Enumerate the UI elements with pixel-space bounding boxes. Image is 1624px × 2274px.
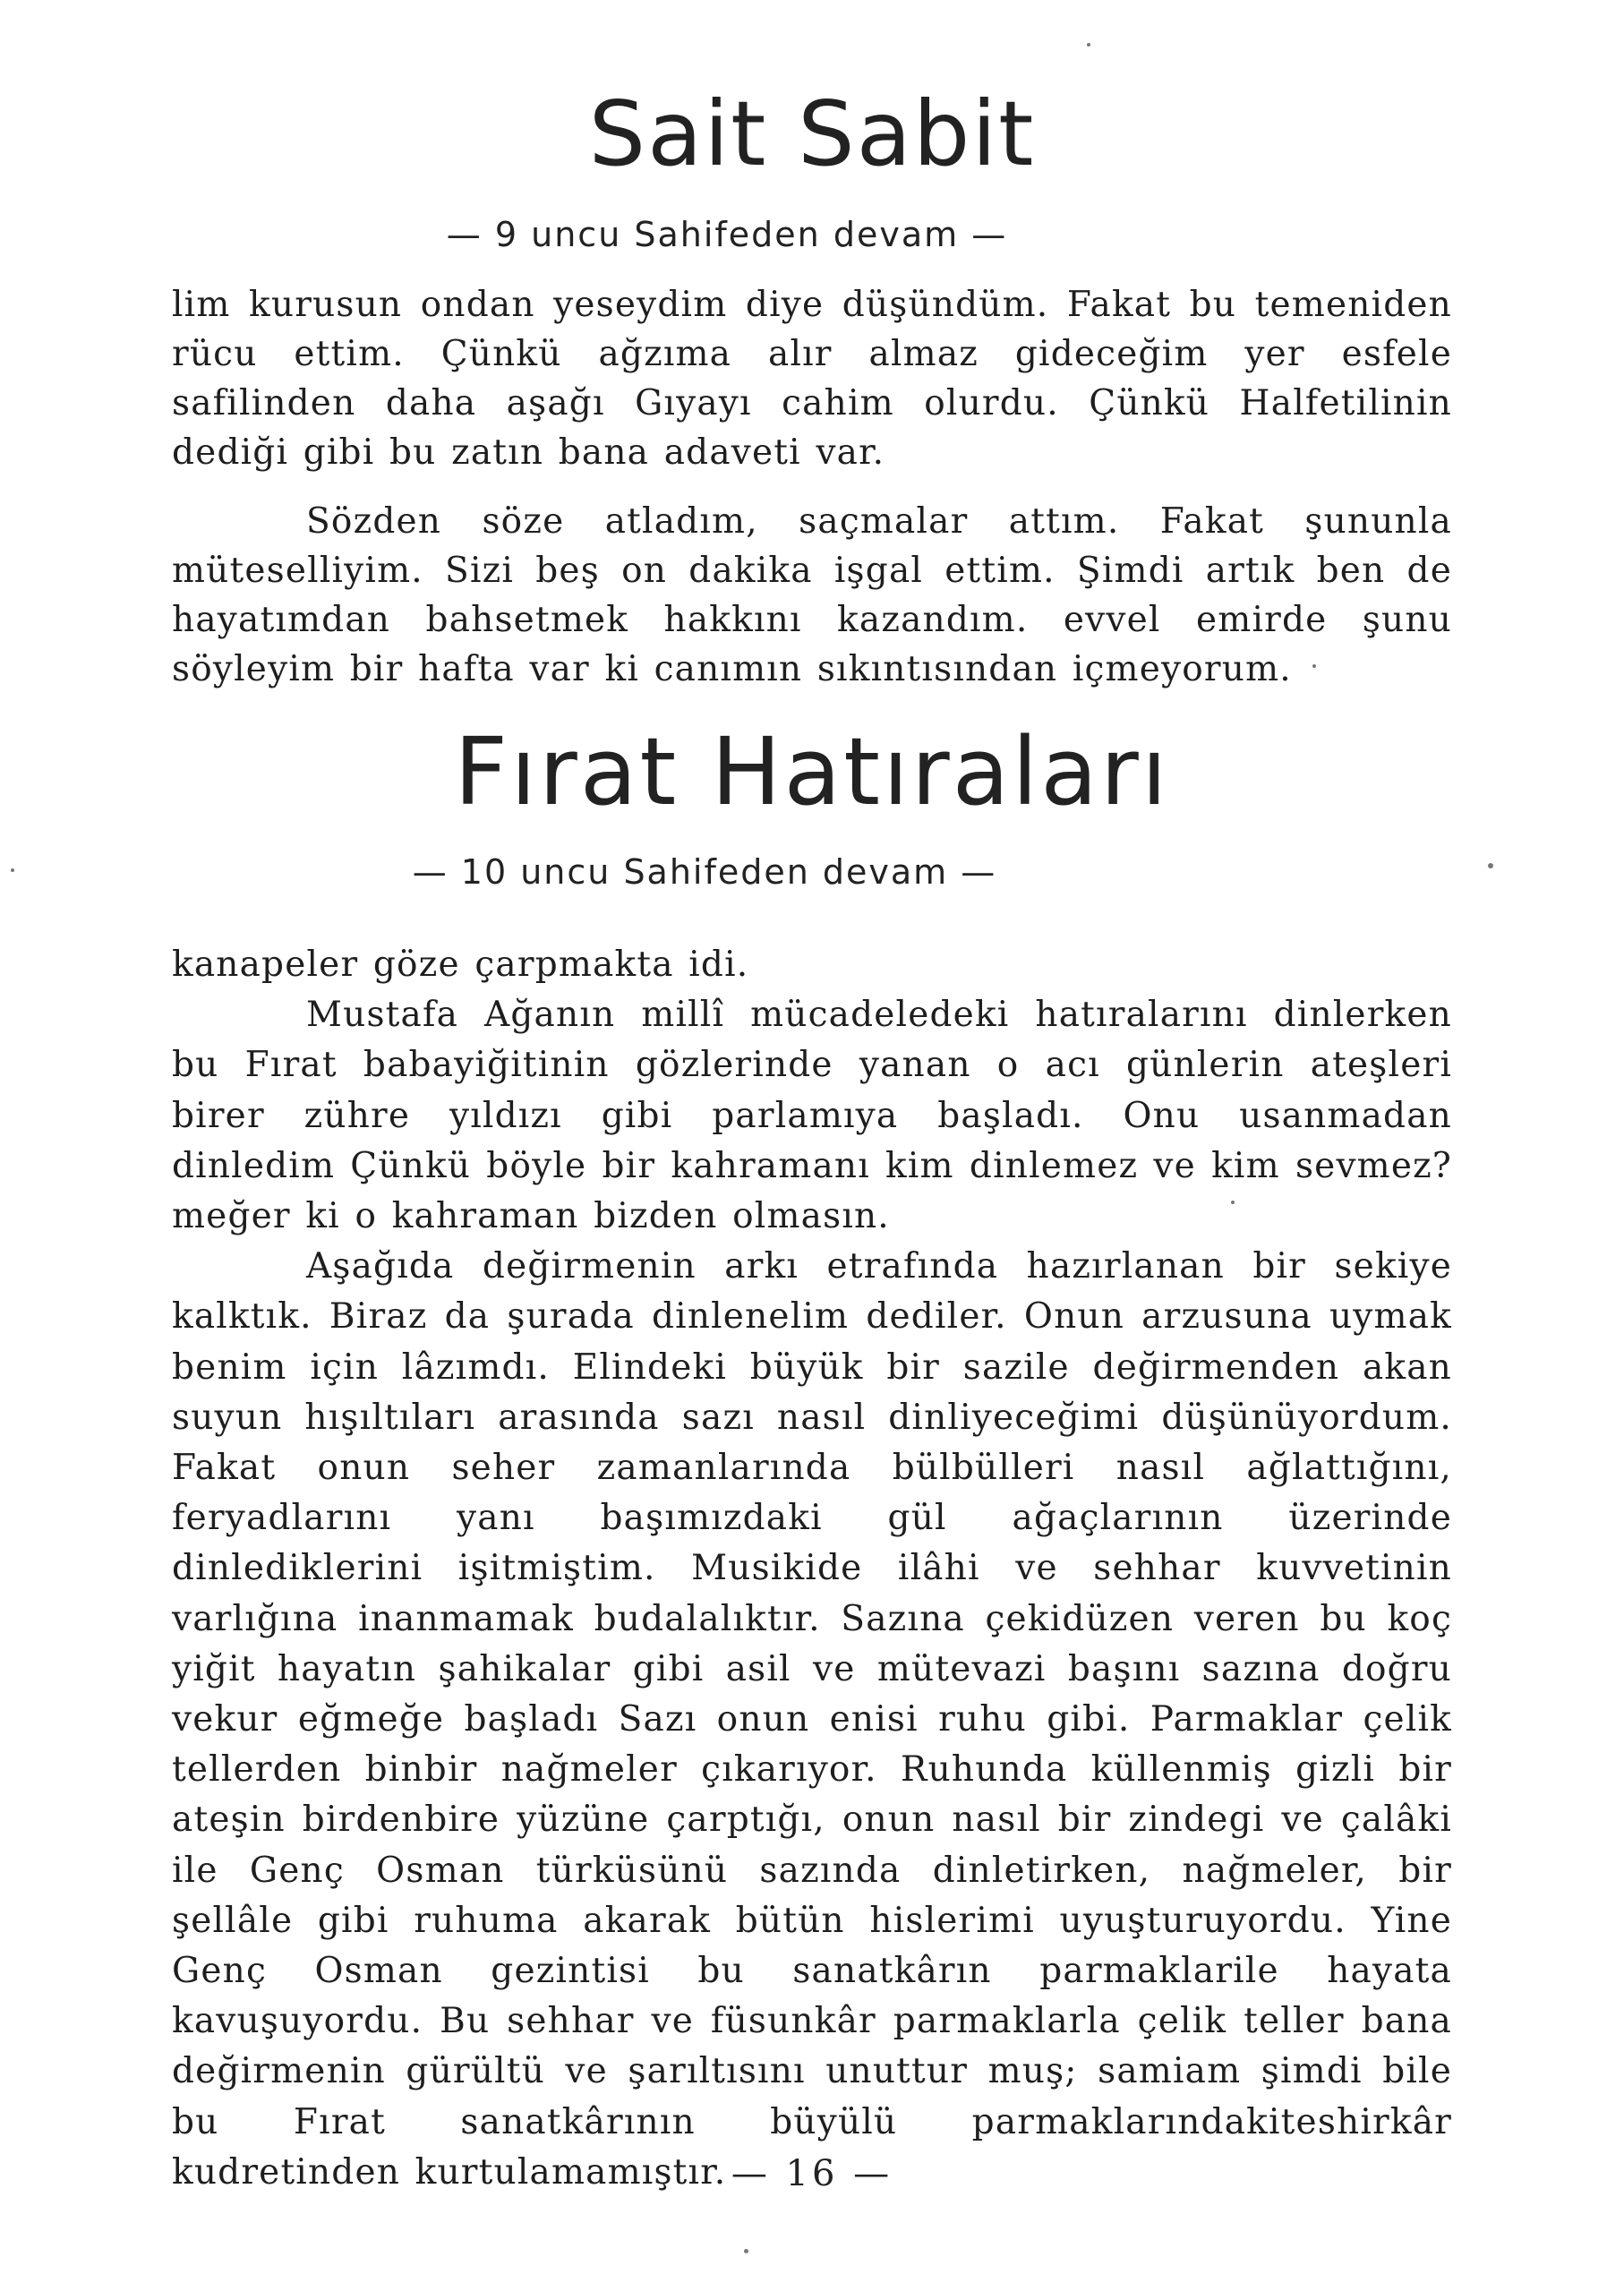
paragraph: lim kurusun ondan yeseydim diye düşündüm. Fakat bu temeniden rücu ettim. Çünkü ağzıma alır almaz gideceğim yer esfele safilinden daha aşağı Gıyayı cahim olurdu. Çünkü Halfetilinin dediği gibi bu zatın bana adaveti var. [172, 285, 1452, 473]
paragraph: Sözden söze atladım, saçmalar attım. Fakat şununla müteselliyim. Sizi beş on dakika işgal ettim. Şimdi artık ben de hayatımdan bahsetmek hakkını kazandım. evvel emirde şunu söyleyim bir hafta var ki canımın sıkıntısından içmeyorum. [172, 501, 1452, 689]
scan-speck [1312, 664, 1316, 668]
continued-from-note: — 10 uncu Sahifeden devam — [412, 852, 997, 892]
article-title-firat-hatiralari: Fırat Hatıraları [454, 717, 1170, 826]
continued-from-note: — 9 uncu Sahifeden devam — [446, 215, 1008, 254]
article-body-firat-hatiralari [172, 940, 1452, 2198]
page-number: — 16 — [731, 2153, 893, 2194]
paragraph: kanapeler göze çarpmakta idi. [172, 945, 749, 985]
paragraph: Aşağıda değirmenin arkı etrafında hazırlanan bir sekiye kalktık. Biraz da şurada dinlenelim dediler. Onun arzusuna uymak benim için lâzımdı. Elindeki büyük bir sazile değirmenden akan suyun hışıltıları arasında sazı nasıl dinliyeceğimi düşünüyordum. Fakat onun seher zamanlarında bülbülleri nasıl ağlattığını, feryadlarını yanı başımızdaki gül ağaçlarının üzerinde dinlediklerini işitmiştim. Musikide ilâhi ve sehhar kuvvetinin varlığına inanmamak budalalıktır. Sazına çekidüzen veren bu koç yiğit hayatın şahikalar gibi asil ve mütevazi başını sazına doğru vekur eğmeğe başladı Sazı onun enisi ruhu gibi. Parmaklar çelik tellerden binbir nağmeler çıkarıyor. Ruhunda küllenmiş gizli bir ateşin birdenbire yüzüne çarptığı, onun nasıl bir zindegi ve çalâki ile Genç Osman türküsünü sazında dinletirken, nağmeler, bir şellâle gibi ruhuma akarak bütün hislerimi uyuşturuyordu. Yine Genç Osman gezintisi bu sanatkârın parmaklarile hayata kavuşuyordu. Bu sehhar ve füsunkâr parmaklarla çelik teller bana değirmenin gürültü ve şarıltısını unuttur muş; samiam şimdi bile bu Fırat sanatkârının büyülü parmaklarındakiteshirkâr kudretinden kurtulamamıştır. [172, 1246, 1452, 2193]
scan-speck [1087, 43, 1090, 47]
scan-speck [11, 868, 14, 872]
scan-speck [744, 2249, 748, 2253]
paragraph: Mustafa Ağanın millî mücadeledeki hatıralarını dinlerken bu Fırat babayiğitinin gözlerinde yanan o acı günlerin ateşleri birer zühre yıldızı gibi parlamıya başladı. Onu usanmadan dinledim Çünkü böyle bir kahramanı kim dinlemez ve kim sevmez? meğer ki o kahraman bizden olmasın. [172, 995, 1452, 1237]
scan-speck [1488, 863, 1493, 868]
article-title-sait-sabit: Sait Sabit [588, 81, 1036, 186]
scan-speck [1231, 1201, 1235, 1204]
article-body-sait-sabit [172, 280, 1452, 694]
